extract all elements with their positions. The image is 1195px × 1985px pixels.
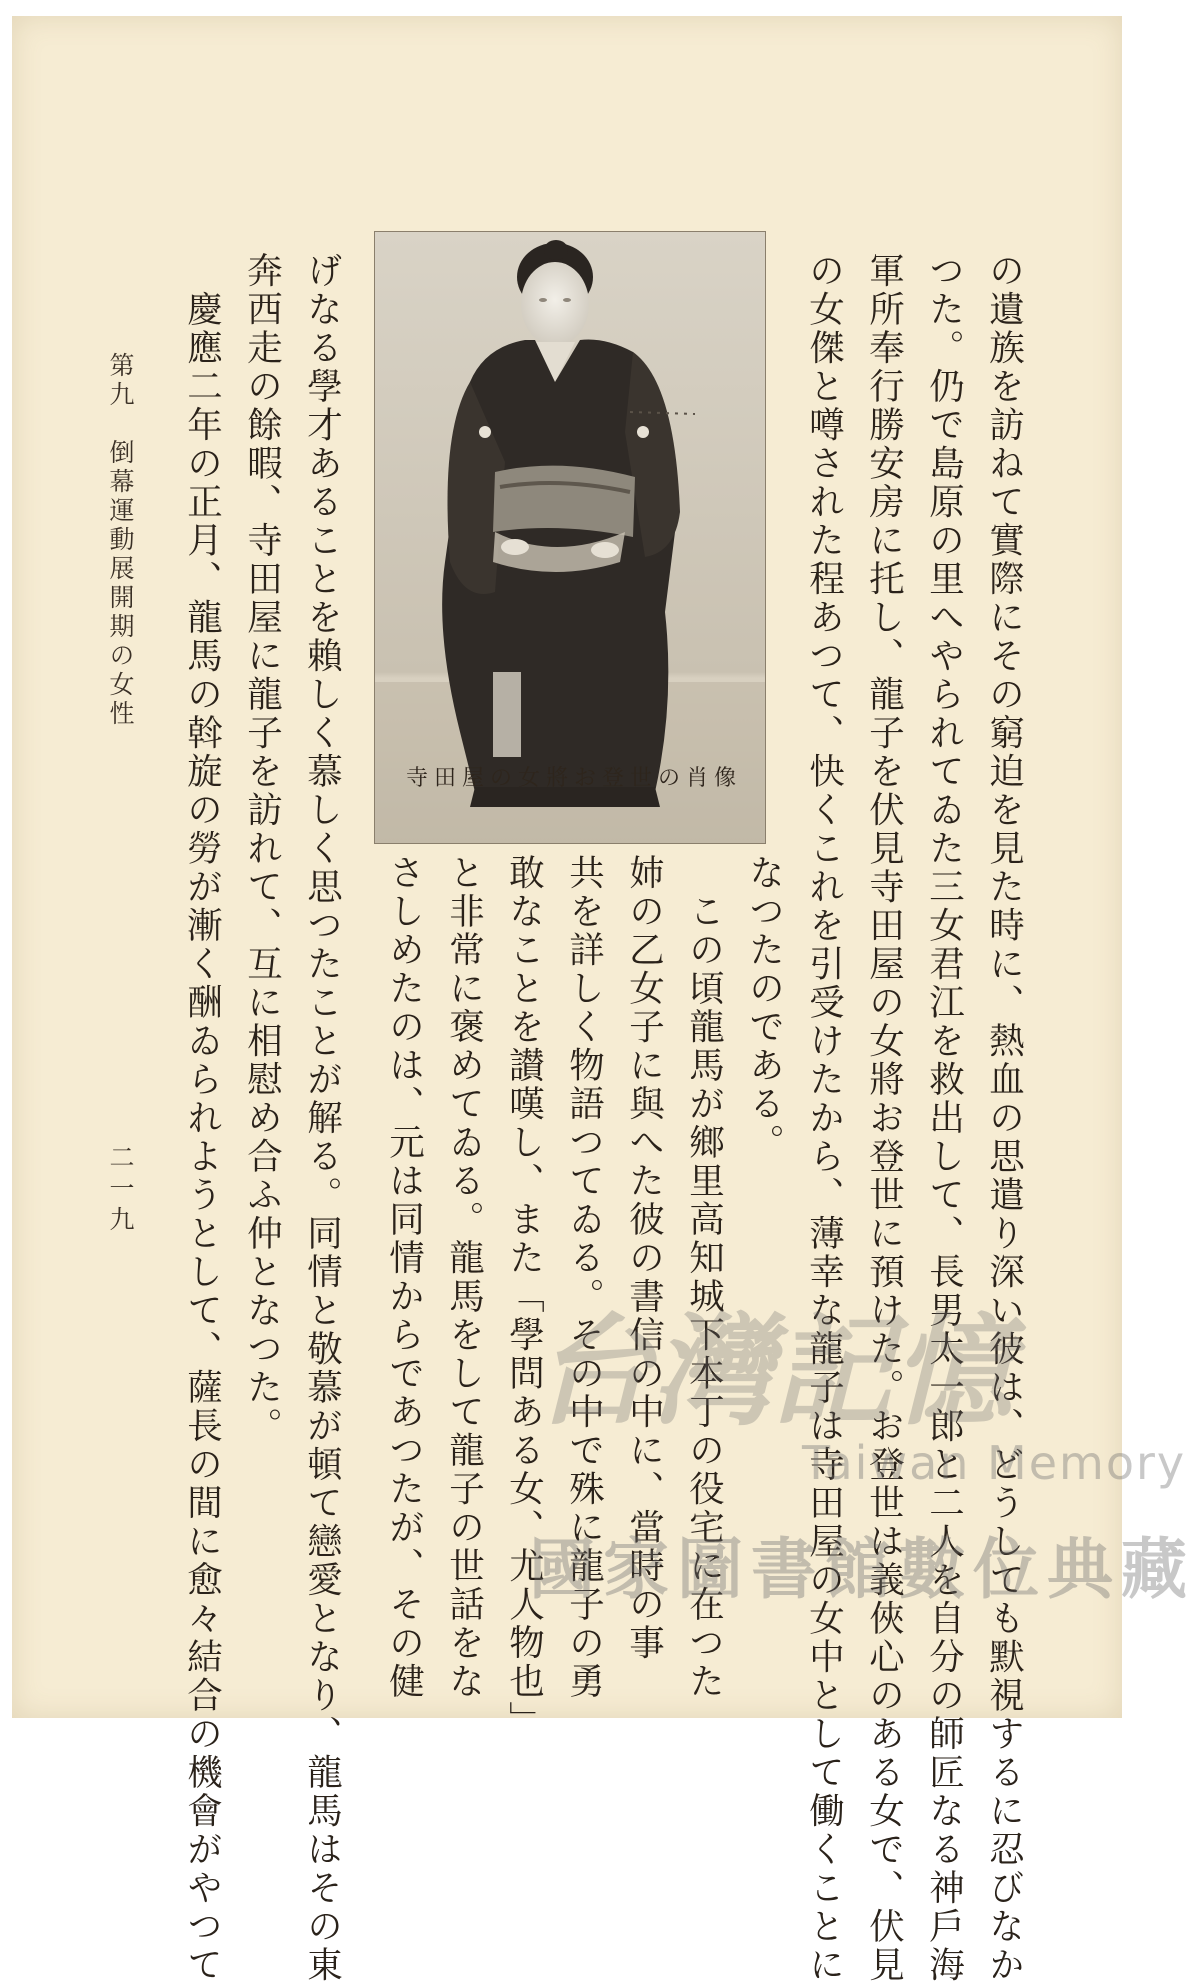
body-column-10: と非常に褒めてゐる。龍馬をして龍子の世話をな bbox=[443, 854, 485, 1701]
portrait-figure bbox=[375, 232, 765, 843]
running-head: 第九 倒幕運動展開期の女性 bbox=[106, 352, 135, 729]
body-column-8: 共を詳しく物語つてゐる。その中で殊に龍子の勇 bbox=[563, 854, 605, 1701]
portrait-photo bbox=[374, 231, 766, 844]
book-page bbox=[12, 16, 1195, 1985]
body-column-14: 慶應二年の正月、龍馬の斡旋の勞が漸く酬ゐられようとして、薩長の間に愈々結合の機會がやつて bbox=[181, 252, 223, 1985]
body-column-1: の遺族を訪ねて實際にその窮迫を見た時に、熱血の思遣り深い彼は、どうしても默視するに忍びなか bbox=[983, 252, 1025, 1985]
watermark-script: 台灣記憶 bbox=[532, 1303, 1012, 1442]
body-column-4: の女傑と噂された程あつて、快くこれを引受けたから、薄幸な龍子は寺田屋の女中として働くことに bbox=[803, 252, 845, 1985]
body-column-5: なつたのである。 bbox=[743, 854, 785, 1162]
page-number: 二一九 bbox=[106, 1144, 135, 1237]
body-column-7: 姉の乙女子に與へた彼の書信の中に、當時の事 bbox=[623, 854, 665, 1663]
body-column-13: 奔西走の餘暇、寺田屋に龍子を訪れて、互に相慰め合ふ仲となつた。 bbox=[241, 252, 283, 1446]
body-column-12: げなる學才あることを賴しく慕しく思つたことが解る。同情と敬慕が頓て戀愛となり、龍馬はその東 bbox=[301, 252, 343, 1985]
body-column-6: この頃龍馬が鄉里高知城下本丁の役宅に在つた bbox=[683, 854, 725, 1701]
watermark-chinese: 國家圖書館數位典藏 bbox=[529, 1531, 1195, 1608]
body-column-9: 敢なことを讃嘆し、また「學問ある女、尤人物也」 bbox=[503, 854, 545, 1740]
body-column-3: 軍所奉行勝安房に托し、龍子を伏見寺田屋の女將お登世に預けた。お登世は義俠心のある女で、伏見 bbox=[863, 252, 905, 1985]
body-column-11: さしめたのは、元は同情からであつたが、その健 bbox=[383, 854, 425, 1701]
body-column-2: つた。仍で島原の里へやられてゐた三女君江を救出して、長男太一郎と二人を自分の師匠なる神戶海 bbox=[923, 252, 965, 1985]
watermark-english: Taiwan Memory bbox=[802, 1436, 1187, 1490]
photo-caption: 寺田屋の女將お登世の肖像 bbox=[406, 766, 743, 791]
